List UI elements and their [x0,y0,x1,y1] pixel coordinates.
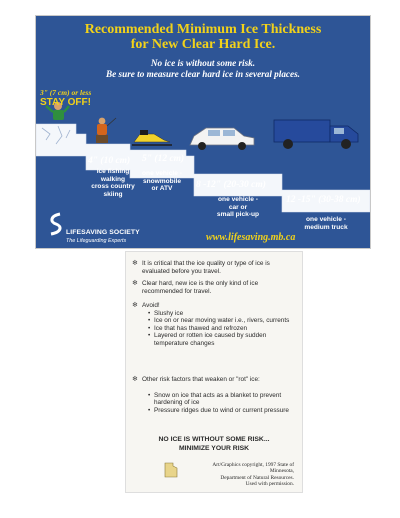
tip-avoid: ❄ Avoid! [132,302,160,309]
list-item: • Ice that has thawed and refrozen [148,325,296,332]
org-tagline: The Lifeguarding Experts [66,238,127,244]
step-depth-8-12in: 8 -12" (20-30 cm) [196,180,266,190]
list-item: • Layered or rotten ice caused by sudden temperature changes [148,332,296,347]
risk-list [148,392,296,414]
warning-stay-off: STAY OFF! [40,97,91,108]
warning-depth: 3" (7 cm) or less [40,88,92,97]
snowmobile-icon [132,130,172,145]
snowflake-icon: ❄ [132,302,138,309]
step-depth-12-15in: 12 -15" (30-38 cm) [286,195,361,205]
org-name: LIFESAVING SOCIETY [66,229,140,236]
step-activities-4in: ice fishing walking cross country skiing [91,168,135,198]
step-depth-5in: 5" (12 cm) [142,154,185,164]
website-link[interactable]: www.lifesaving.mb.ca [206,232,296,243]
list-item: • Ice on or near moving water i.e., rivers, currents [148,317,296,324]
card-title-line1: Recommended Minimum Ice Thickness [84,22,322,37]
closing-line1: NO ICE IS WITHOUT SOME RISK... [158,436,270,443]
lifesaving-society-logo-icon [48,212,64,236]
snowflake-icon: ❄ [132,280,138,287]
snowflake-icon: ❄ [132,376,138,383]
step-depth-4in: 4" (10 cm) [88,156,131,166]
list-item: • Slushy ice [148,310,296,317]
ice-safety-tips-card [126,252,302,492]
tip-other-risks: ❄ Other risk factors that weaken or "rot" ice: [132,376,260,383]
snowflake-icon: ❄ [132,260,138,267]
step-activities-8-12in: one vehicle - car or small pick-up [216,196,260,219]
list-item: • Pressure ridges due to wind or current pressure [148,407,296,414]
truck-icon [274,120,358,149]
closing-line2: MINIMIZE YOUR RISK [178,445,250,452]
ice-thickness-card [36,16,370,248]
card-subtitle-line2: Be sure to measure clear hard ice in several places. [106,69,300,79]
step-activities-12-15in: one vehicle - medium truck [304,216,348,231]
card-subtitle-line1: No ice is without some risk. [150,58,256,68]
card-title-line2: for New Clear Hard Ice. [130,37,276,52]
tip-clear-ice: ❄ Clear hard, new ice is the only kind of ice recommended for travel. [132,280,259,295]
avoid-list [148,310,296,347]
credit-text: Art/Graphics copyright, 1997 State of Minnesota, Department of Natural Resources. Used with permission. [212,462,294,488]
tip-evaluate-ice: ❄ It is critical that the ice quality or type of ice is evaluated before you travel. [132,260,270,275]
car-icon [190,128,254,150]
ice-fisher-icon [96,118,116,143]
minnesota-dnr-logo-icon [164,462,178,478]
list-item: • Snow on ice that acts as a blanket to prevent hardening of ice [148,392,296,407]
step-activities-5in: one vehicle - snowmobile or ATV [142,170,182,193]
